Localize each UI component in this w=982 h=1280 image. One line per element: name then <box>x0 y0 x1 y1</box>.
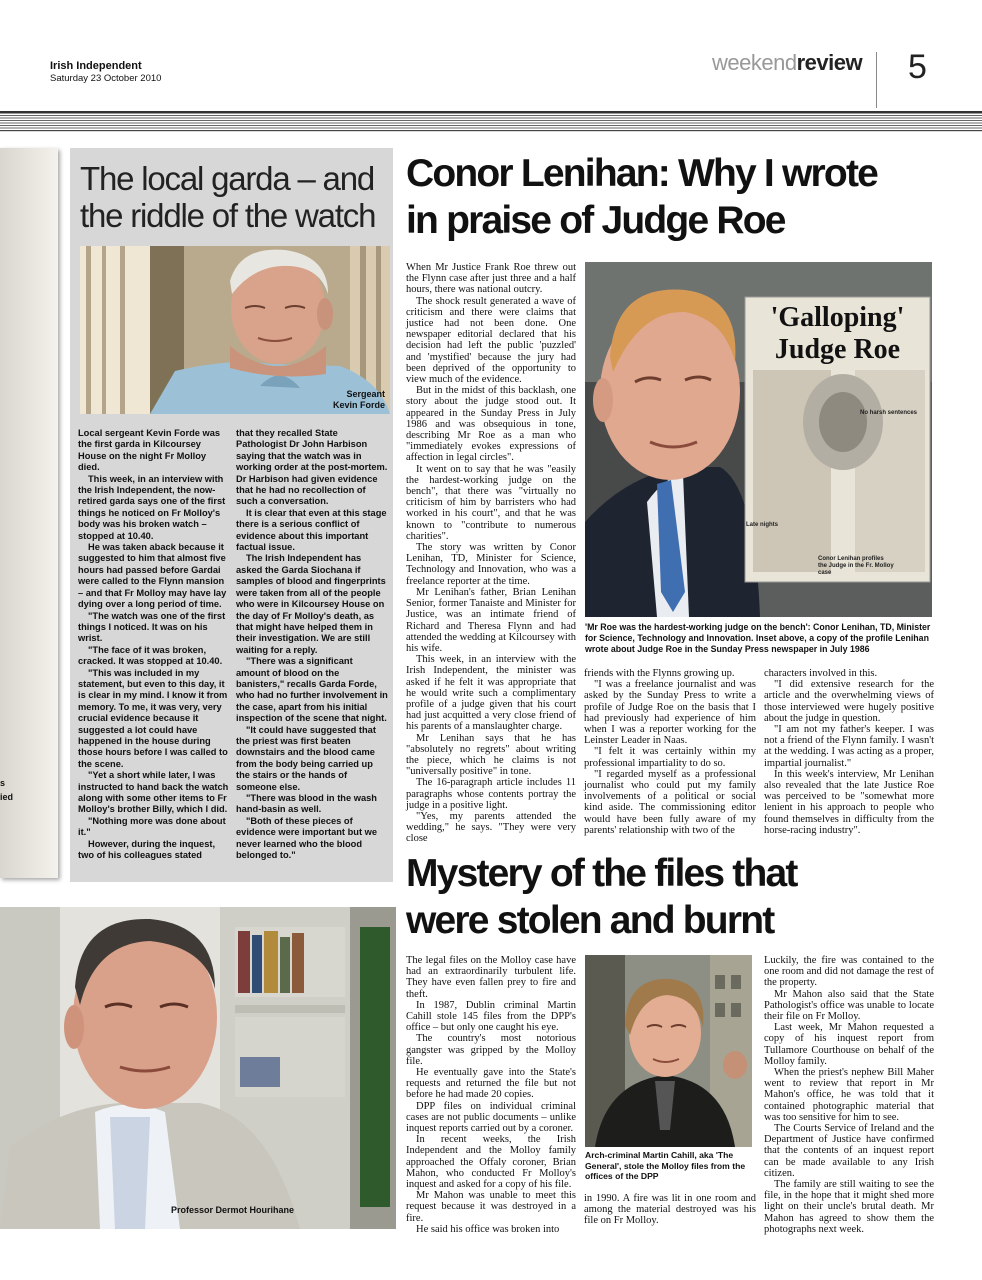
section-logo <box>712 50 862 76</box>
paragraph: "There was a significant amount of blood on the banisters," recalls Garda Forde, who had no further involvement in the case, apart from his initial inspection of the scene that night. <box>236 656 388 724</box>
paragraph: The family are still waiting to see the file, in the hope that it might shed more light on their uncle's brutal death. Mr Mahon has agreed to show them the photographs next week. <box>764 1179 934 1235</box>
sidebar-column-2 <box>236 428 388 861</box>
paragraph: "I felt it was certainly within my professional impartiality to do so. <box>584 746 756 769</box>
inset-subhead-1: No harsh sentences <box>860 410 918 416</box>
paragraph: "There was blood in the wash hand-basin as well. <box>236 793 377 815</box>
photo-caption-lenihan: 'Mr Roe was the hardest-working judge on the bench': Conor Lenihan, TD, Minister for Science, Technology and Innovation. Inset above, a copy of the profile Lenihan wrote about Judge Roe in the Sunday Press newspaper in July 1986 <box>585 622 931 654</box>
paragraph: The Courts Service of Ireland and the Department of Justice have confirmed that the contents of an inquest report can be made available to any Irish citizen. <box>764 1123 934 1179</box>
photo-caption-cahill: Arch-criminal Martin Cahill, aka 'The General', stole the Molloy files from the offices of the DPP <box>585 1150 746 1181</box>
paragraph: The shock result generated a wave of criticism and there were claims that justice had not been done. One newspaper editorial declared that his decision had left the public 'puzzled' and 'mystified' because the jury had been deprived of the opportunity to view much of the evidence. <box>406 295 576 386</box>
paragraph: The Irish Independent has asked the Garda Siochana if samples of blood and fingerprints were taken from all of the people who were in Kilcoursey House on the day of Fr Molloy's death, as that might have helped them in their investigation. We are still waiting for a reply. <box>236 553 386 655</box>
paragraph: Mr Lenihan's father, Brian Lenihan Senior, former Tanaiste and Minister for Justice, was an intimate friend of Richard and Theresa Flynn and had attended the wedding at Kilcoursey with his wife. <box>406 586 576 654</box>
adjacent-page-text <box>0 776 13 804</box>
sidebar-column-1 <box>78 428 230 861</box>
paragraph: However, during the inquest, two of his colleagues stated <box>78 838 216 861</box>
paragraph: "I did extensive research for the article and the overwhelming views of those interviewed were hugely positive about the judge in question. <box>764 679 934 724</box>
paragraph: "I regarded myself as a professional journalist who could put my family involvements of a political or social kind aside. The commissioning editor would have been fully aware of my parents' relationship with two of the <box>584 768 756 836</box>
inset-strap: Conor Lenihan profiles the Judge in the Fr. Molloy case <box>818 556 894 576</box>
adjacent-text-fragment: s <box>0 778 6 788</box>
paragraph: "Nothing more was done about it." <box>78 815 226 838</box>
headline-line: Conor Lenihan: Why I wrote <box>406 152 878 195</box>
sidebar-headline-line: the riddle of the watch <box>80 197 376 234</box>
photo-dermot-hourihane <box>0 907 396 1229</box>
section-logo-light: weekend <box>712 50 797 75</box>
paragraph: friends with the Flynns growing up. <box>584 668 735 679</box>
paragraph: DPP files on individual criminal cases are not public documents – unlike inquest reports carried out by a coroner. <box>406 1100 576 1135</box>
paragraph: Luckily, the fire was contained to the one room and did not damage the rest of the property. <box>764 955 934 989</box>
paragraph: It went on to say that he was "easily the hardest-working judge on the bench", that there was "virtually no criticism of him by barristers who had worked in his court", and that he was known to "contribute to numerous charities". <box>406 463 576 542</box>
paragraph: "Yet a short while later, I was instructed to hand back the watch along with some other items to Fr Molloy's brother Billy, which I did. <box>78 770 229 815</box>
photo-caption-forde <box>330 389 385 411</box>
paragraph: "Both of these pieces of evidence were important but we never learned who the blood belonged to." <box>236 815 378 861</box>
paragraph: He was taken aback because it suggested to him that almost five hours had passed before Gardai were called to the Flynn mansion – and that Fr Molloy may have lay dying over a long period of time. <box>78 542 227 610</box>
masthead-divider <box>876 52 877 108</box>
paragraph: "The watch was one of the first things I noticed. It was on his wrist. <box>78 610 226 644</box>
sidebar-headline-line: The local garda – and <box>80 160 375 197</box>
section-logo-bold: review <box>796 50 863 75</box>
caption-line: Kevin Forde <box>332 400 385 410</box>
files-column-3 <box>764 955 934 1235</box>
paragraph: "The face of it was broken, cracked. It was stopped at 10.40. <box>78 644 223 667</box>
paragraph: "I was a freelance journalist and was asked by the Sunday Press to write a profile of Judge Roe on the basis that I had previously had experience of him when I was a reporter working for the Leinster Leader in Naas. <box>584 679 756 747</box>
paragraph: It is clear that even at this stage there is a serious conflict of evidence about this important factual issue. <box>236 507 387 553</box>
paragraph: In 1987, Dublin criminal Martin Cahill stole 145 files from the DPP's office – but only one caught his eye. <box>406 999 576 1034</box>
inset-subhead-2: Late nights <box>746 522 779 528</box>
paragraph: "I am not my father's keeper. I was not a friend of the Flynn family. I wasn't at the wedding. I was acting as a proper, impartial journalist." <box>764 724 934 769</box>
photo-martin-cahill <box>585 955 752 1147</box>
lenihan-column-1 <box>406 262 576 845</box>
inset-clipping-headline <box>745 302 930 366</box>
paragraph: Last week, Mr Mahon requested a copy of his inquest report from Tullamore Courthouse on behalf of the Molloy family. <box>764 1022 934 1067</box>
paragraph: The legal files on the Molloy case have had an extraordinarily turbulent life. They have even fallen prey to fire and theft. <box>406 955 576 1000</box>
paragraph: The country's most notorious gangster was gripped by the Molloy file. <box>406 1033 576 1067</box>
paragraph: characters involved in this. <box>764 668 878 679</box>
caption-line: Sergeant <box>346 389 385 399</box>
paragraph: But in the midst of this backlash, one story about the judge stood out. It appeared in the Sunday Press in July 1986 and was obsequious in tone, describing Mr Roe as a man who "immediately evokes expressions of affection in legal circles". <box>406 385 576 464</box>
paragraph: "Yes, my parents attended the wedding," he says. "They were very close <box>406 810 576 845</box>
files-headline <box>406 850 976 944</box>
paragraph: He said his office was broken into <box>416 1223 560 1235</box>
main-headline <box>406 150 976 244</box>
inset-headline-line: Judge Roe <box>774 334 901 365</box>
page-number: 5 <box>908 48 927 86</box>
paragraph: Local sergeant Kevin Forde was the first garda in Kilcoursey House on the night Fr Molloy died. <box>78 428 221 473</box>
paragraph: When the priest's nephew Bill Maher went to review that report in Mr Mahon's office, he was told that it contained photographic material that was too sensitive for him to see. <box>764 1067 934 1123</box>
newspaper-name: Irish Independent <box>50 60 142 72</box>
inset-headline-line: 'Galloping' <box>770 302 905 333</box>
headline-line: in praise of Judge Roe <box>406 199 785 242</box>
lenihan-column-3 <box>764 668 934 836</box>
files-column-2 <box>584 1193 756 1227</box>
headline-line: Mystery of the files that <box>406 852 797 895</box>
paragraph: This week, in an interview with the Irish Independent, the minister was asked if he felt it was appropriate that he would write such a complimentary profile of a judge given that his court had just acquitted a very close friend of his parents of a manslaughter charge. <box>406 654 576 733</box>
adjacent-page-fragment <box>0 148 58 878</box>
paragraph: Mr Lenihan says that he has "absolutely no regrets" about writing the piece, which he claims is not "universally positive" in tone. <box>406 732 576 778</box>
paragraph: Mr Mahon also said that the State Pathologist's office was unable to locate their file on Fr Molloy. <box>764 988 934 1023</box>
paragraph: In this week's interview, Mr Lenihan also revealed that the late Justice Roe was perceived to be "somewhat more lenient in his approach to people who found themselves in difficulty from the horse-racing industry". <box>764 768 934 836</box>
paragraph: Mr Mahon was unable to meet this request because it was destroyed in a fire. <box>406 1190 576 1224</box>
paragraph: in 1990. A fire was lit in one room and among the material destroyed was his file on Fr Molloy. <box>584 1193 756 1227</box>
paragraph: "It could have suggested that the priest was first beaten downstairs and the blood came from the body being carried up the stairs or the hands of someone else. <box>236 724 376 792</box>
lenihan-column-2 <box>584 668 756 836</box>
adjacent-text-fragment: ied <box>0 792 14 802</box>
headline-line: were stolen and burnt <box>406 899 774 942</box>
masthead-rules <box>0 111 982 141</box>
paragraph: He eventually gave into the State's requests and returned the file but not before he had made 20 copies. <box>406 1067 576 1101</box>
issue-date: Saturday 23 October 2010 <box>50 73 162 84</box>
paragraph: The story was written by Conor Lenihan, TD, Minister for Science, Technology and Innovation, who was a freelance reporter at the time. <box>406 542 576 587</box>
paragraph: The 16-paragraph article includes 11 paragraphs whose contents portray the judge in a positive light. <box>406 777 576 811</box>
files-column-1 <box>406 955 576 1235</box>
paragraph: This week, in an interview with the Irish Independent, the now-retired garda says one of the first things he noticed on Fr Molloy's body was his broken watch – stopped at 10.40. <box>78 473 226 541</box>
paragraph: When Mr Justice Frank Roe threw out the Flynn case after just three and a half hours, there was national outcry. <box>406 262 576 296</box>
paragraph: In recent weeks, the Irish Independent and the Molloy family approached the Offaly coroner, Brian Mahon, who conducted Fr Molloy's inquest and asked for a copy of his file. <box>406 1134 576 1191</box>
photo-caption-hourihane: Professor Dermot Hourihane <box>171 1205 295 1215</box>
paragraph: "This was included in my statement, but even to this day, it is clear in my mind. I know it from memory. To me, it was very, very crucial evidence because it suggested a lot could have happened in the house during those hours before I was called to the scene. <box>78 667 228 769</box>
paragraph: that they recalled State Pathologist Dr John Harbison saying that the watch was in working order at the post-mortem. Dr Harbison had given evidence that he had no recollection of such a conversation. <box>236 428 388 507</box>
sidebar-headline <box>80 160 390 234</box>
